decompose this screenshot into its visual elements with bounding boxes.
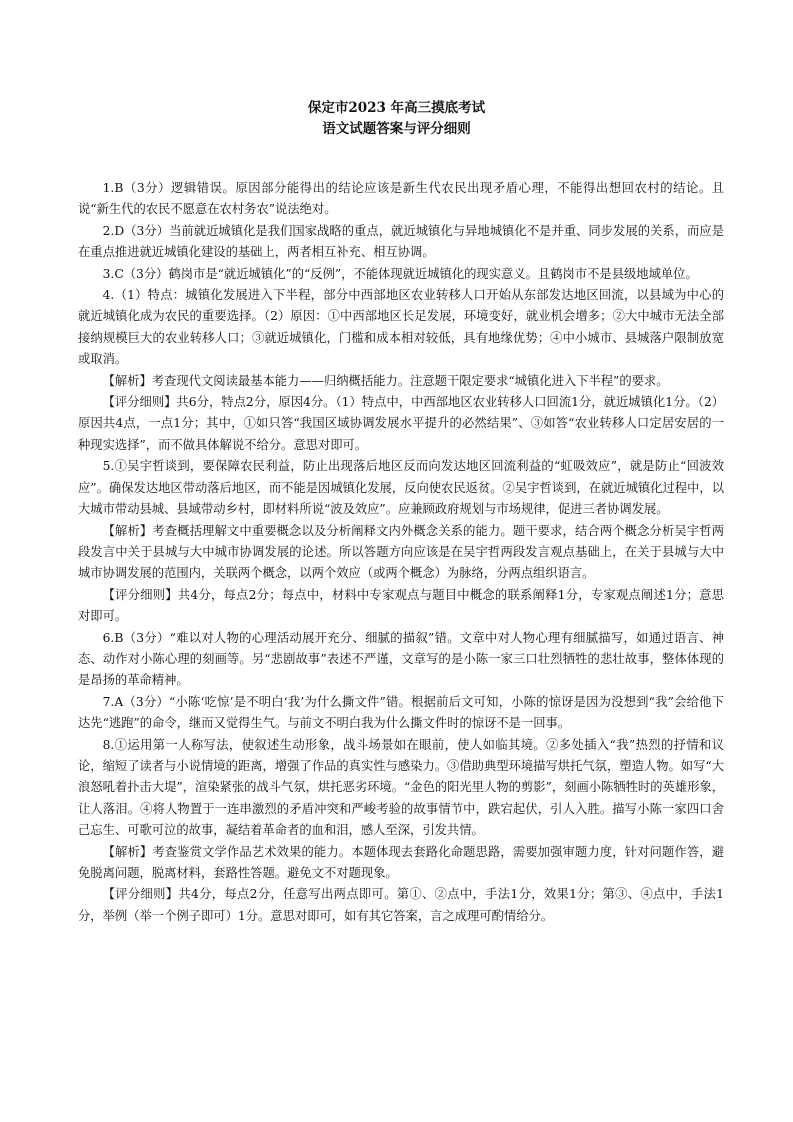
answer-q6: 6.B（3分）“难以对人物的心理活动展开充分、细腻的描叙”错。文章中对人物心理有细腻描写，如通过语言、神态、动作对小陈心理的刻画等。另“悲剧故事”表述不严谨，文章写的是小陈一家三口壮烈牺牲的悲壮故事，整体体现的是昂扬的革命精神。	[78, 630, 724, 688]
analysis-q5: 【解析】考查概括理解文中重要概念以及分析阐释文内外概念关系的能力。题干要求，结合两个概念分析吴宇哲两段发言中关于县城与大中城市协调发展的论述。所以答题方向应该是在吴宇哲两段发言观点基础上，在关于县城与大中城市协调发展的范围内，关联两个概念，以两个效应（或两个概念）为脉络，分两点组织语言。	[78, 523, 724, 581]
answer-q7: 7.A（3分）“小陈‘吃惊’是不明白‘我’为什么撕文件”错。根据前后文可知，小陈的惊讶是因为没想到“我”会给他下达先“逃跑”的命令，继而又觉得生气。与前文不明白我为什么撕文件时的惊讶不是一回事。	[78, 694, 724, 731]
document-title: 保定市2023 年高三摸底考试	[307, 100, 486, 116]
answer-q3: 3.C（3分）鹤岗市是“就近城镇化”的“反例”，不能体现就近城镇化的现实意义。且鹤岗市不是县级地域单位。	[102, 266, 698, 281]
analysis-q8: 【解析】考查鉴赏文学作品艺术效果的能力。本题体现去套路化命题思路，需要加强审题力度，针对问题作答，避免脱离问题，脱离材料，套路性答题。避免文不对题现象。	[78, 844, 724, 880]
answer-q8: 8.①运用第一人称写法，使叙述生动形象，战斗场景如在眼前，使人如临其境。②多处插入“我”热烈的抒情和议论，缩短了读者与小说情境的距离，增强了作品的真实性与感染力。③借助典型环境描写烘托气氛，塑造人物。如写“大浪怒吼着扑击大堤”，渲染紧张的战斗气氛，烘托恶劣环境。“金色的阳光里人物的剪影”，刻画小陈牺牲时的英雄形象，让人落泪。④将人物置于一连串激烈的矛盾冲突和严峻考验的故事情节中，跌宕起伏，引人入胜。描写小陈一家四口舍己忘生、可歌可泣的故事，凝结着革命者的血和泪，感人至深，引发共情。	[78, 737, 725, 838]
scoring-q5: 【评分细则】共4分，每点2分；每点中，材料中专家观点与题目中概念的联系阐释1分，专家观点阐述1分；意思对即可。	[78, 587, 724, 624]
analysis-q4: 【解析】考查现代文阅读最基本能力——归纳概括能力。注意题干限定要求“城镇化进入下半程”的要求。	[102, 373, 669, 388]
scoring-q4: 【评分细则】共6分，特点2分，原因4分。（1）特点中，中西部地区农业转移人口回流1分，就近城镇化1分。（2）原因共4点，一点1分；其中，①如只答“我国区域协调发展水平提升的必然结果”、③如答“农业转移人口定居安居的一种现实选择”，而不做具体解说不给分。意思对即可。	[78, 395, 724, 452]
answer-q5: 5.①吴宇哲谈到，要保障农民利益，防止出现落后地区反而向发达地区回流利益的“虹吸效应”，就是防止“回波效应”。确保发达地区带动落后地区，而不能是因城镇化发展，反向使农民返贫。②吴宇哲谈到，在就近城镇化过程中，以大城市带动县城、县域带动乡村，即材料所说“波及效应”。应兼顾政府规划与市场规律，促进三者协调发展。	[78, 459, 724, 517]
document-subtitle: 语文试题答案与评分细则	[322, 121, 471, 137]
answer-q2: 2.D（3分）当前就近城镇化是我们国家战略的重点，就近城镇化与异地城镇化不是并重、同步发展的关系，而应是在重点推进就近城镇化建设的基础上，两者相互补充、相互协调。	[78, 223, 724, 260]
answer-q1: 1.B（3分）逻辑错误。原因部分能得出的结论应该是新生代农民出现矛盾心理，不能得出想回农村的结论。且说“新生代的农民不愿意在农村务农”说法绝对。	[78, 181, 724, 217]
scoring-q8: 【评分细则】共4分，每点2分，任意写出两点即可。第①、②点中，手法1分，效果1分；第③、④点中，手法1分，举例（举一个例子即可）1分。意思对即可，如有其它答案，言之成理可酌情给分。	[78, 887, 724, 923]
answer-q4: 4.（1）特点：城镇化发展进入下半程，部分中西部地区农业转移人口开始从东部发达地区回流，以县域为中心的就近城镇化成为农民的重要选择。（2）原因：①中西部地区长足发展，环境变好，就业机会增多；②大中城市无法全部接纳规模巨大的农业转移人口；③就近城镇化，门槛和成本相对较低，具有地缘优势；④中小城市、县城落户限制放宽或取消。	[78, 288, 724, 367]
answer-body	[78, 178, 724, 927]
